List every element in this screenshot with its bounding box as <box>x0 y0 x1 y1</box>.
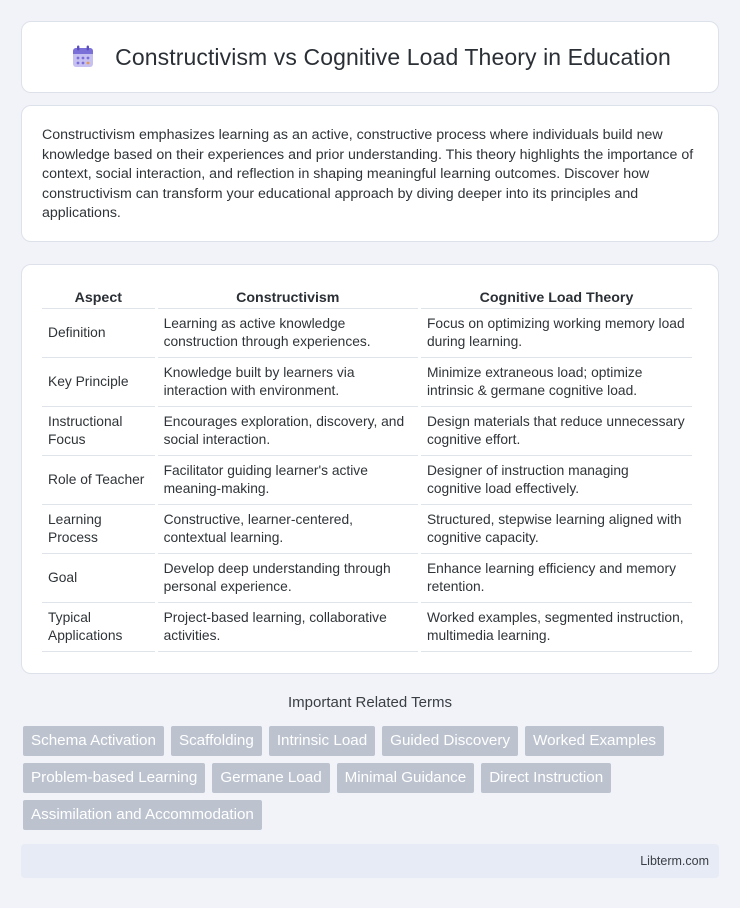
comparison-table-card <box>21 264 719 674</box>
aspect-cell: Key Principle <box>42 358 155 407</box>
table-row <box>42 603 692 652</box>
aspect-cell: Typical Applications <box>42 603 155 652</box>
term-tag[interactable]: Minimal Guidance <box>337 763 475 793</box>
table-row <box>42 505 692 554</box>
table-row <box>42 358 692 407</box>
aspect-cell: Definition <box>42 309 155 358</box>
table-row <box>42 407 692 456</box>
header-constructivism: Constructivism <box>158 285 418 309</box>
constructivism-cell: Constructive, learner-centered, contextual learning. <box>158 505 418 554</box>
header-card <box>21 21 719 93</box>
aspect-cell: Role of Teacher <box>42 456 155 505</box>
table-row <box>42 456 692 505</box>
cognitive-load-cell: Structured, stepwise learning aligned with cognitive capacity. <box>421 505 692 554</box>
related-terms-title: Important Related Terms <box>288 694 452 711</box>
cognitive-load-cell: Focus on optimizing working memory load during learning. <box>421 309 692 358</box>
page-title: Constructivism vs Cognitive Load Theory in Education <box>115 43 671 70</box>
term-tag[interactable]: Assimilation and Accommodation <box>23 800 262 830</box>
term-tag[interactable]: Schema Activation <box>23 726 164 756</box>
cognitive-load-cell: Design materials that reduce unnecessary cognitive effort. <box>421 407 692 456</box>
cognitive-load-cell: Enhance learning efficiency and memory retention. <box>421 554 692 603</box>
footer <box>21 844 719 878</box>
table-row <box>42 554 692 603</box>
constructivism-cell: Encourages exploration, discovery, and social interaction. <box>158 407 418 456</box>
term-tag[interactable]: Worked Examples <box>525 726 664 756</box>
table-row <box>42 309 692 358</box>
term-tag[interactable]: Scaffolding <box>171 726 262 756</box>
constructivism-cell: Develop deep understanding through personal experience. <box>158 554 418 603</box>
footer-site-link[interactable]: Libterm.com <box>640 854 709 868</box>
table-header-row <box>42 285 692 309</box>
cognitive-load-cell: Worked examples, segmented instruction, multimedia learning. <box>421 603 692 652</box>
aspect-cell: Goal <box>42 554 155 603</box>
constructivism-cell: Knowledge built by learners via interaction with environment. <box>158 358 418 407</box>
aspect-cell: Instructional Focus <box>42 407 155 456</box>
term-tag[interactable]: Intrinsic Load <box>269 726 375 756</box>
cognitive-load-cell: Designer of instruction managing cognitive load effectively. <box>421 456 692 505</box>
header-aspect: Aspect <box>42 285 155 309</box>
term-tag[interactable]: Direct Instruction <box>481 763 611 793</box>
term-tag[interactable]: Guided Discovery <box>382 726 518 756</box>
constructivism-cell: Facilitator guiding learner's active meaning-making. <box>158 456 418 505</box>
term-tag[interactable]: Germane Load <box>212 763 329 793</box>
cognitive-load-cell: Minimize extraneous load; optimize intrinsic & germane cognitive load. <box>421 358 692 407</box>
comparison-table <box>39 285 695 652</box>
calendar-icon <box>69 43 97 71</box>
related-terms-list <box>23 726 723 837</box>
intro-text: Constructivism emphasizes learning as an active, constructive process where individuals build new knowledge based on their experiences and prior understanding. This theory highlights the importance of context, social interaction, and reflection in shaping meaningful learning outcomes. Discover how constructivism can transform your educational approach by diving deeper into its principles and applications. <box>42 127 694 222</box>
header-cognitive-load-theory: Cognitive Load Theory <box>421 285 692 309</box>
term-tag[interactable]: Problem-based Learning <box>23 763 205 793</box>
constructivism-cell: Learning as active knowledge construction through experiences. <box>158 309 418 358</box>
intro-card <box>21 105 719 242</box>
constructivism-cell: Project-based learning, collaborative activities. <box>158 603 418 652</box>
aspect-cell: Learning Process <box>42 505 155 554</box>
